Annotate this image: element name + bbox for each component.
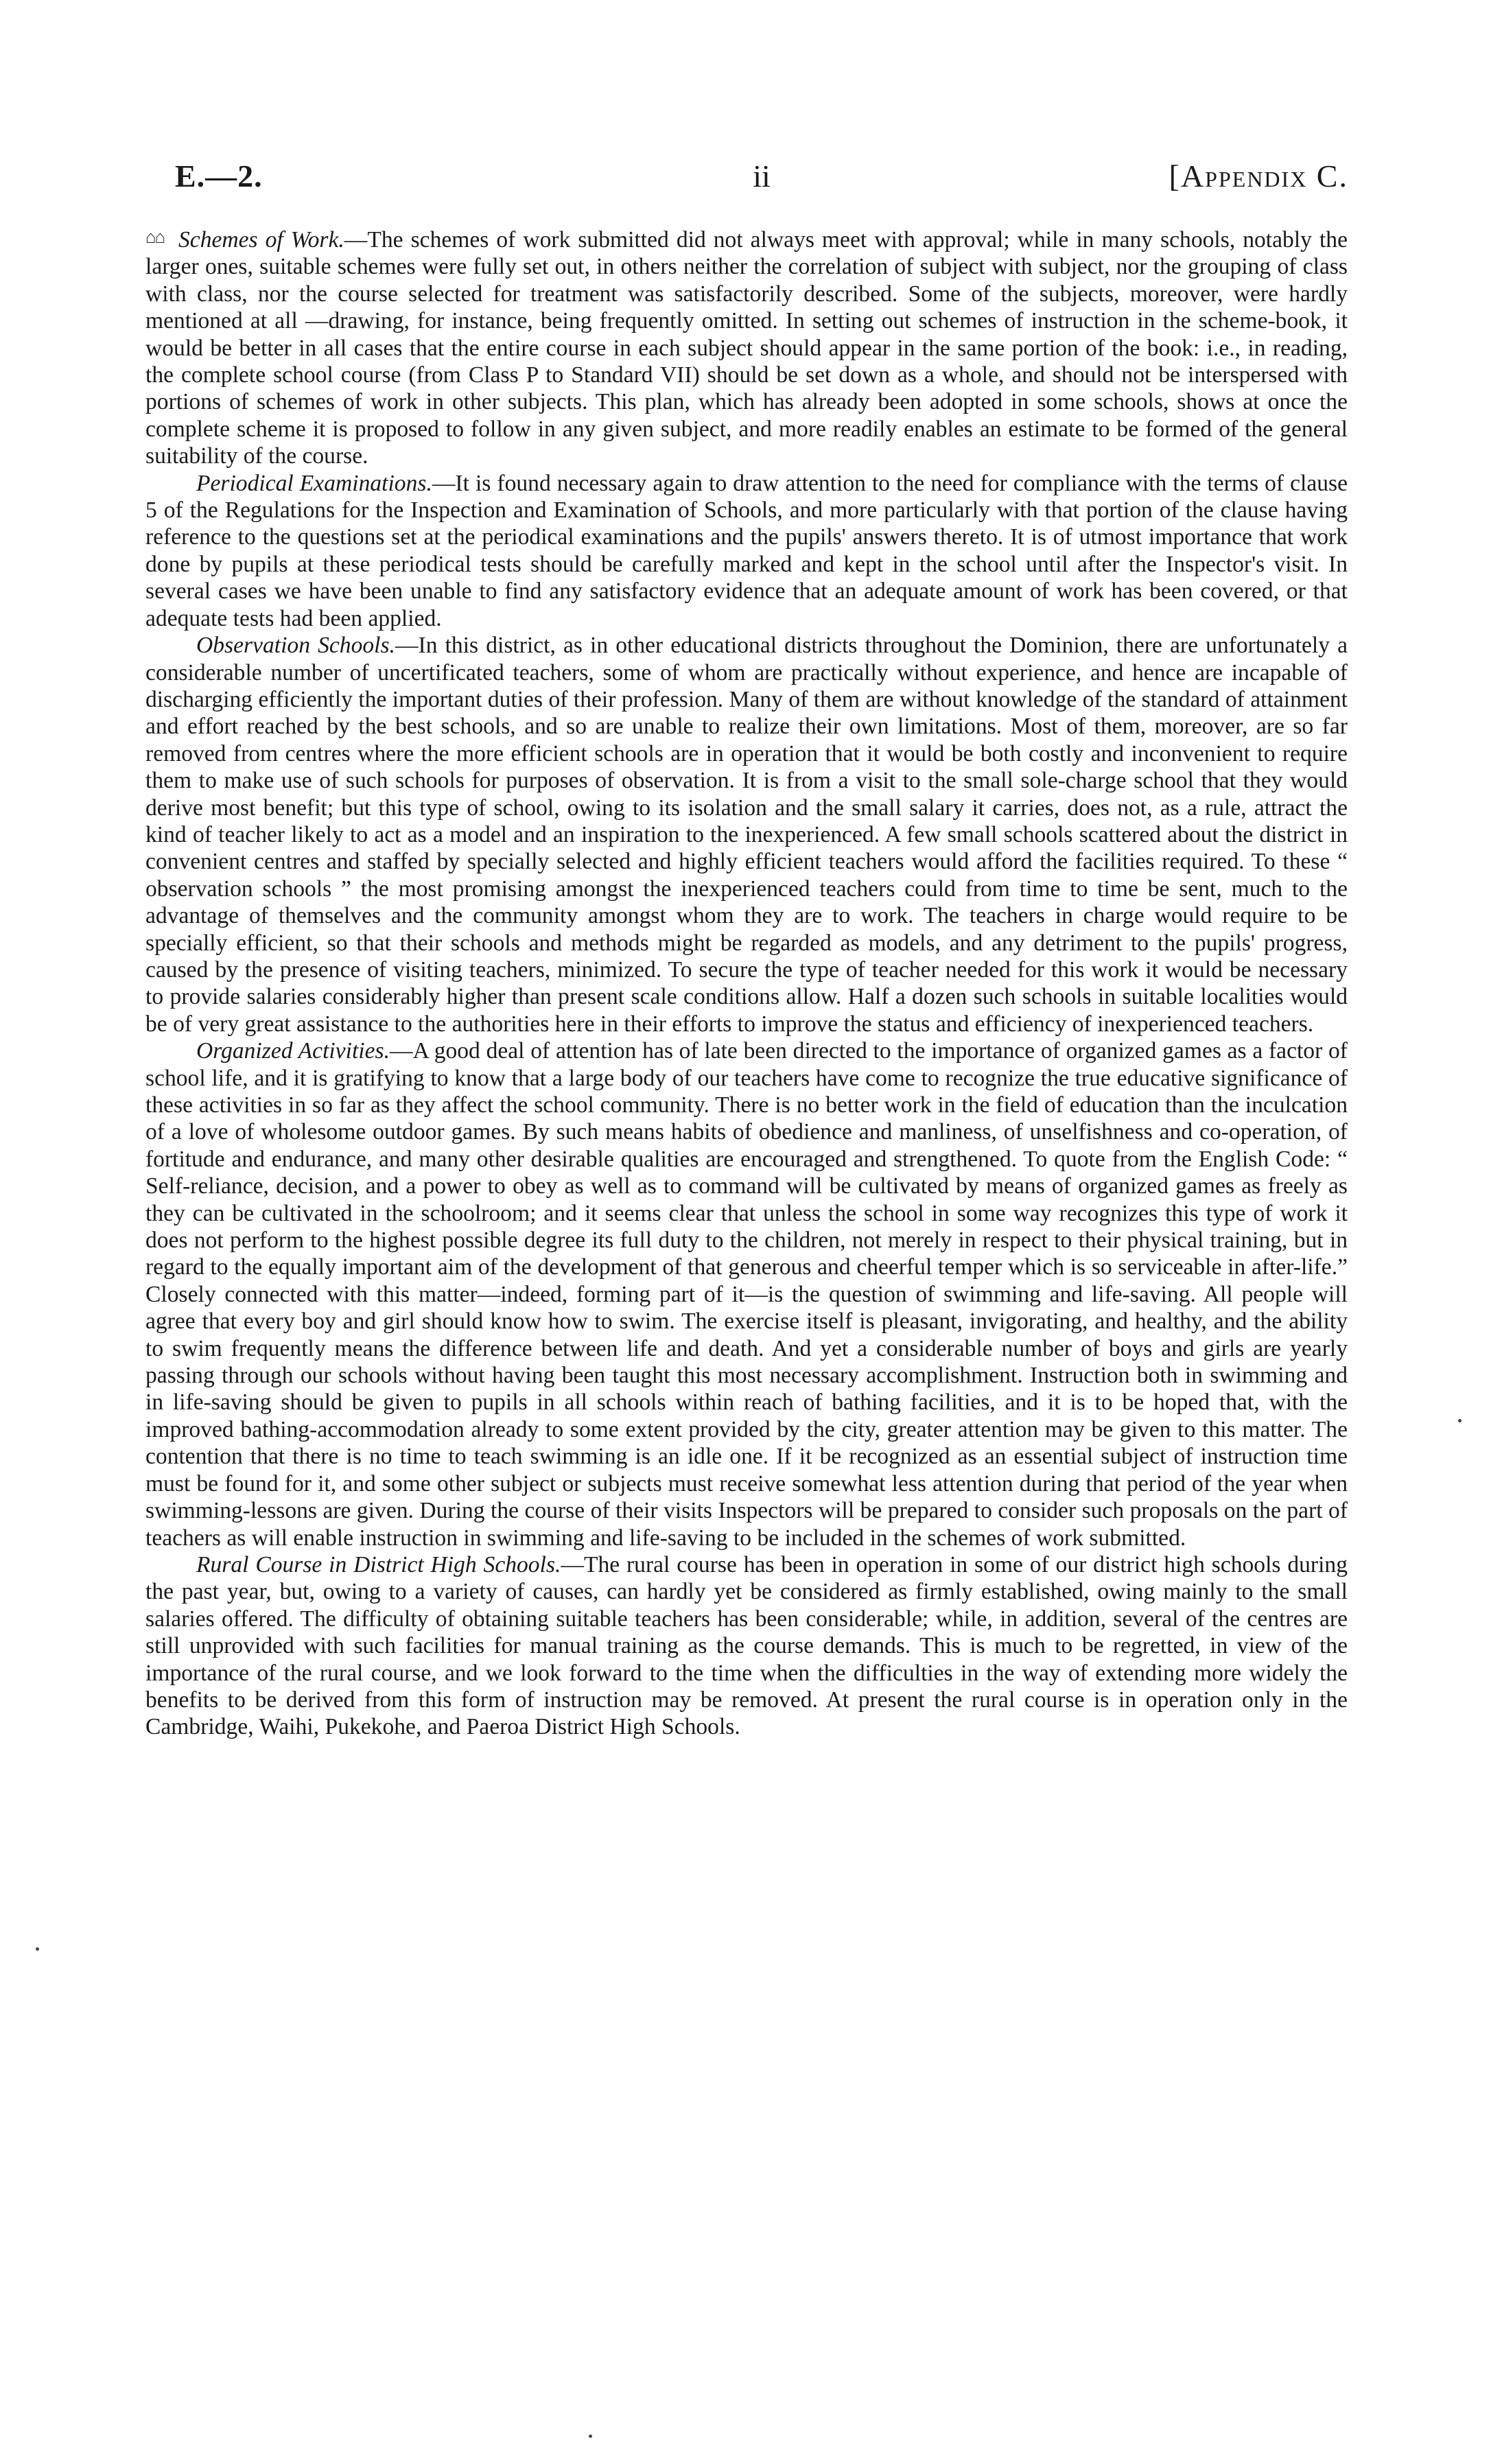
scan-speck — [1458, 1419, 1461, 1422]
page-number: ii — [753, 159, 771, 193]
scan-speck — [36, 1947, 39, 1951]
paragraph-organized-activities — [145, 1037, 1348, 1551]
paragraph-text: —The schemes of work submitted did not always meet with approval; while in many schools, notably the larger ones, suitable schemes were fully set out, in others neither the correlation of subject with subject, nor the grouping of class with class, nor the course selected for treatment was satisfactorily described. Some of the subjects, moreover, were hardly mentioned at all —drawing, for instance, being frequently omitted. In setting out schemes of instruction in the scheme-book, it would be better in all cases that the entire course in each subject should appear in the same portion of the book: i.e., in reading, the complete school course (from Class P to Standard VII) should be set down as a whole, and should not be interspersed with portions of schemes of work in other subjects. This plan, which has already been adopted in some schools, shows at once the complete scheme it is proposed to follow in any given subject, and more readily enables an estimate to be formed of the general suitability of the course. — [145, 227, 1348, 469]
paragraph-rural-course — [145, 1551, 1348, 1741]
paragraph-text: —In this district, as in other educational districts throughout the Dominion, there are unfortunately a considerable number of uncertificated teachers, some of whom are practically without experience, and hence are incapable of discharging efficiently the important duties of their profession. Many of them are without knowledge of the standard of attainment and effort reached by the best schools, and so are unable to realize their own limitations. Most of them, moreover, are so far removed from centres where the more efficient schools are in operation that it would be both costly and inconvenient to require them to make use of such schools for purposes of observation. It is from a visit to the small sole-charge school that they would derive most benefit; but this type of school, owing to its isolation and the small salary it carries, does not, as a rule, attract the kind of teacher likely to act as a model and an inspiration to the inexperienced. A few small schools scattered about the district in convenient centres and staffed by specially selected and highly efficient teachers would afford the facilities required. To these “ observation schools ” the most promising amongst the inexperienced teachers could from time to time be sent, much to the advantage of themselves and the community amongst whom they are to work. The teachers in charge would require to be specially efficient, so that their schools and methods might be regarded as models, and any detriment to the pupils' progress, caused by the presence of visiting teachers, minimized. To secure the type of teacher needed for this work it would be necessary to provide salaries considerably higher than present scale conditions allow. Half a dozen such schools in suitable localities would be of very great assistance to the authorities here in their efforts to improve the status and efficiency of inexperienced teachers. — [145, 633, 1348, 1037]
paragraph-heading: Observation Schools. — [196, 633, 395, 659]
paragraph-periodical-examinations — [145, 470, 1348, 632]
paragraph-heading: Organized Activities. — [196, 1038, 390, 1064]
scan-speck — [589, 2434, 592, 2438]
report-body — [145, 226, 1348, 1741]
paragraph-text: —The rural course has been in operation in some of our district high schools during the past year, but, owing to a variety of causes, can hardly yet be considered as firmly established, owing mainly to the small salaries offered. The difficulty of obtaining suitable teachers has been considerable; while, in addition, several of the centres are still unprovided with such facilities for manual training as the course demands. This is much to be regretted, in view of the importance of the rural course, and we look forward to the time when the difficulties in the way of extending more widely the benefits to be derived from this form of instruction may be removed. At present the rural course is in operation only in the Cambridge, Waihi, Pukekohe, and Paeroa District High Schools. — [145, 1551, 1348, 1740]
paragraph-heading: Periodical Examinations. — [196, 470, 432, 496]
appendix-label: [Appendix C. — [1169, 159, 1348, 193]
paragraph-heading: Rural Course in District High Schools. — [196, 1551, 561, 1577]
paragraph-heading: Schemes of Work. — [178, 227, 344, 253]
page-header — [175, 158, 1348, 206]
paragraph-text: —It is found necessary again to draw attention to the need for compliance with the terms of clause 5 of the Regulations for the Inspection and Examination of Schools, and more particularly with that portion of the clause having reference to the questions set at the periodical examinations and the pupils' answers thereto. It is of utmost importance that work done by pupils at these periodical tests should be carefully marked and kept in the school until after the Inspector's visit. In several cases we have been unable to find any satisfactory evidence that an adequate amount of work has been covered, or that adequate tests had been applied. — [145, 470, 1348, 631]
paragraph-text: —A good deal of attention has of late been directed to the importance of organized games as a factor of school life, and it is gratifying to know that a large body of our teachers have come to recognize the true educative significance of these activities in so far as they affect the school community. There is no better work in the field of education than the inculcation of a love of wholesome outdoor games. By such means habits of obedience and manliness, of unselfishness and co-operation, of fortitude and endurance, and many other desirable qualities are encouraged and strengthened. To quote from the English Code: “ Self-reliance, decision, and a power to obey as well as to command will be cultivated by means of organized games as freely as they can be cultivated in the schoolroom; and it seems clear that unless the school in some way recognizes this type of work it does not perform to the highest possible degree its full duty to the children, not merely in respect to their physical training, but in regard to the equally important aim of the development of that generous and cheerful temper which is so serviceable in after-life.” Closely connected with this matter—indeed, forming part of it—is the question of swimming and life-saving. All people will agree that every boy and girl should know how to swim. The exercise itself is pleasant, invigorating, and healthy, and the ability to swim frequently means the difference between life and death. And yet a considerable number of boys and girls are yearly passing through our schools without having been taught this most necessary accomplishment. Instruction both in swimming and in life-saving should be given to pupils in all schools within reach of bathing facilities, and it is to be hoped that, with the improved bathing-accommodation already to some extent provided by the city, greater attention may be given to this matter. The contention that there is no time to teach swimming is an idle one. If it be recognized as an essential subject of instruction time must be found for it, and some other subject or subjects must receive somewhat less attention during that period of the year when swimming-lessons are given. During the course of their visits Inspectors will be prepared to consider such proposals on the part of teachers as will enable instruction in swimming and life-saving to be included in the schemes of work submitted. — [145, 1038, 1348, 1551]
document-reference: E.—2. — [175, 159, 263, 193]
paragraph-observation-schools — [145, 632, 1348, 1037]
margin-mark-icon: ⌂⌂ — [145, 227, 165, 247]
paragraph-schemes-of-work — [145, 226, 1348, 470]
